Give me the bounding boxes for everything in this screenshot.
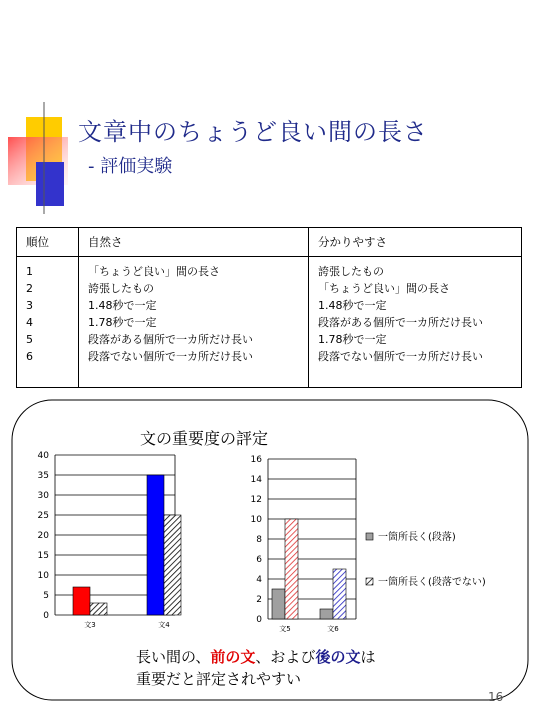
y-tick-label: 14: [250, 475, 262, 485]
naturalness-item: 誇張したもの: [88, 282, 154, 295]
charts-layer: [38, 451, 486, 633]
understandability-item: 誇張したもの: [318, 265, 384, 278]
y-tick-label: 2: [256, 595, 262, 605]
understandability-item: 「ちょうど良い」間の長さ: [318, 282, 450, 295]
rank-item: 6: [26, 350, 33, 363]
naturalness-item: 1.48秒で一定: [88, 299, 157, 312]
x-tick-label: 文3: [84, 621, 96, 629]
caption-part-c: 、および: [255, 648, 316, 666]
naturalness-item: 1.78秒で一定: [88, 316, 157, 329]
caption-part-a: 長い間の、: [136, 648, 211, 666]
caption-part-d: 後の文: [315, 648, 361, 666]
rank-item: 1: [26, 265, 33, 278]
legend-label: 一箇所長く(段落でない): [378, 577, 486, 588]
slide-subtitle: - 評価実験: [88, 156, 173, 177]
x-tick-label: 文4: [158, 621, 170, 629]
y-tick-label: 25: [37, 511, 49, 521]
y-tick-label: 5: [43, 591, 49, 601]
bar: [147, 475, 164, 615]
understandability-item: 1.48秒で一定: [318, 299, 387, 312]
understandability-item: 段落でない個所で一カ所だけ長い: [318, 350, 483, 363]
understandability-item: 段落がある個所で一カ所だけ長い: [318, 316, 483, 329]
header-understandability: 分かりやすさ: [309, 228, 522, 257]
y-tick-label: 35: [37, 471, 49, 481]
legend-swatch: [366, 578, 373, 585]
caption-line-2: 重要だと評定されやすい: [136, 670, 302, 688]
y-tick-label: 16: [250, 455, 262, 465]
bar: [320, 609, 333, 619]
y-tick-label: 6: [256, 555, 262, 565]
bar: [164, 515, 181, 615]
naturalness-item: 段落がある個所で一カ所だけ長い: [88, 333, 253, 346]
caption: [136, 646, 375, 690]
y-tick-label: 0: [43, 611, 49, 621]
rank-item: 3: [26, 299, 33, 312]
legend-label: 一箇所長く(段落): [378, 532, 456, 543]
slide-title: 文章中のちょうど良い間の長さ: [78, 118, 428, 146]
header-naturalness: 自然さ: [79, 228, 309, 257]
bar: [272, 589, 285, 619]
naturalness-item: 「ちょうど良い」間の長さ: [88, 265, 220, 278]
legend-swatch: [366, 533, 373, 540]
y-tick-label: 10: [37, 571, 49, 581]
naturalness-item: 段落でない個所で一カ所だけ長い: [88, 350, 253, 363]
rank-item: 5: [26, 333, 33, 346]
caption-part-e: は: [360, 648, 376, 666]
bar: [285, 519, 298, 619]
page-number: 16: [488, 690, 504, 704]
y-tick-label: 0: [256, 615, 262, 625]
y-tick-label: 30: [37, 491, 49, 501]
rank-item: 4: [26, 316, 33, 329]
caption-part-b: 前の文: [210, 648, 256, 666]
y-tick-label: 20: [37, 531, 49, 541]
y-tick-label: 10: [250, 515, 262, 525]
y-tick-label: 4: [256, 575, 262, 585]
y-tick-label: 12: [250, 495, 262, 505]
chart-panel-title: 文の重要度の評定: [140, 429, 269, 448]
y-tick-label: 15: [37, 551, 49, 561]
rank-item: 2: [26, 282, 33, 295]
x-tick-label: 文5: [279, 625, 291, 633]
header-rank: 順位: [17, 228, 79, 257]
bar: [333, 569, 346, 619]
y-tick-label: 40: [37, 451, 49, 461]
caption-line-1: [136, 646, 375, 668]
bar: [73, 587, 90, 615]
y-tick-label: 8: [256, 535, 262, 545]
bar: [90, 603, 107, 615]
understandability-item: 1.78秒で一定: [318, 333, 387, 346]
x-tick-label: 文6: [327, 625, 339, 633]
